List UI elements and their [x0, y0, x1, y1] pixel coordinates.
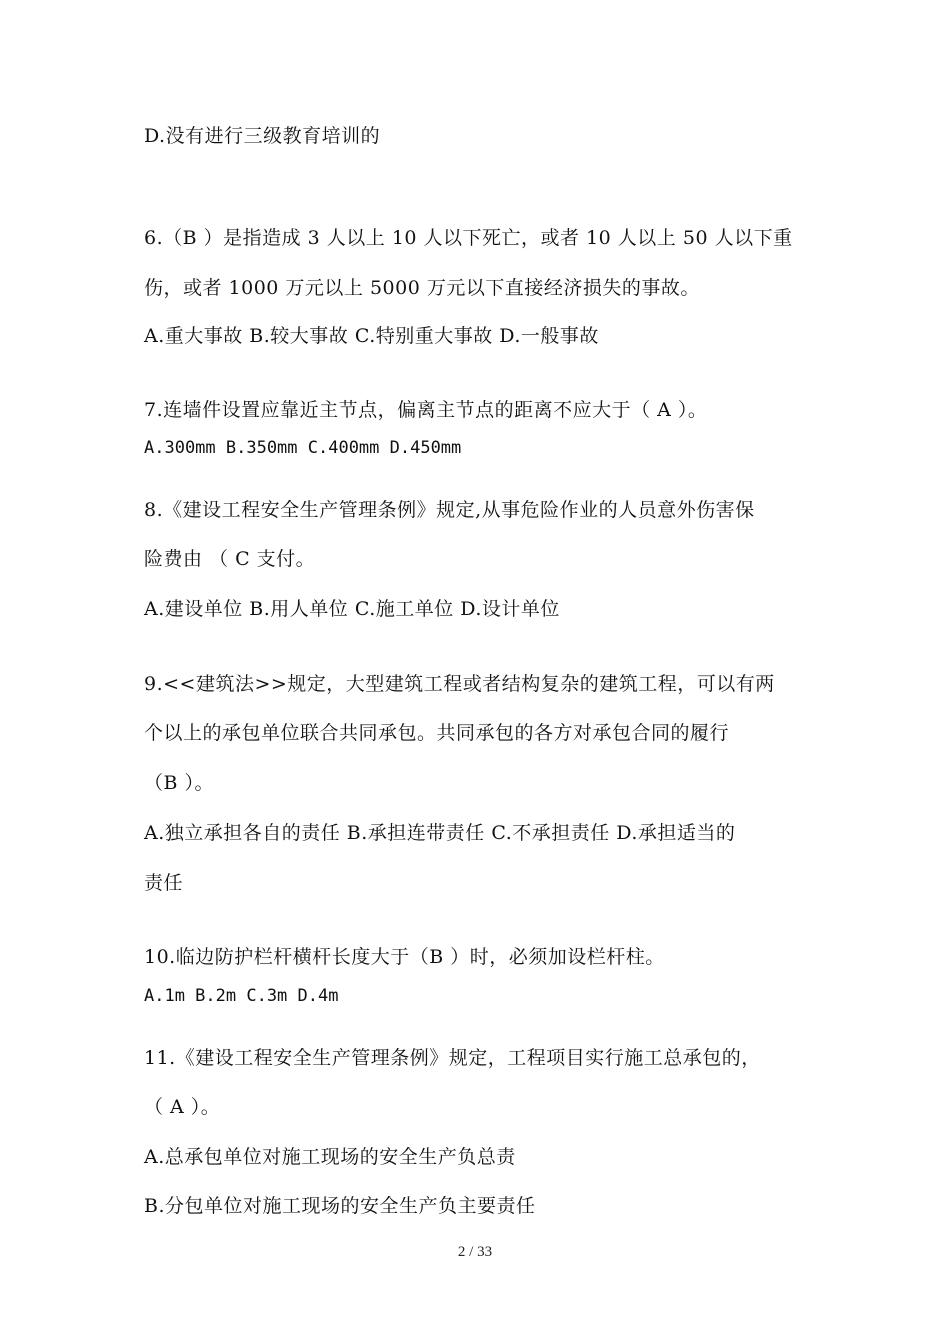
question-text-line: 9.<<建筑法>>规定，大型建筑工程或者结构复杂的建筑工程，可以有两: [144, 673, 775, 695]
question-text-line: （B ）。: [144, 772, 215, 794]
option-text-line: 责任: [144, 872, 184, 894]
question-text-line: 个以上的承包单位联合共同承包。共同承包的各方对承包合同的履行: [144, 722, 730, 744]
question-text-line: 伤，或者 1000 万元以上 5000 万元以下直接经济损失的事故。: [144, 277, 700, 299]
option-text-line: A.独立承担各自的责任 B.承担连带责任 C.不承担责任 D.承担适当的: [144, 822, 736, 844]
option-text-line: A.1m B.2m C.3m D.4m: [144, 986, 339, 1006]
question-text-line: 8.《建设工程安全生产管理条例》规定,从事危险作业的人员意外伤害保: [144, 499, 755, 521]
option-text-line: A.总承包单位对施工现场的安全生产负总责: [144, 1146, 516, 1168]
option-text-line: A.重大事故 B.较大事故 C.特别重大事故 D.一般事故: [144, 325, 599, 347]
option-text-line: A.建设单位 B.用人单位 C.施工单位 D.设计单位: [144, 598, 560, 620]
option-text-line: A.300mm B.350mm C.400mm D.450mm: [144, 438, 462, 458]
question-text-line: 险费由 （ C 支付。: [144, 548, 316, 570]
question-text-line: 10.临边防护栏杆横杆长度大于（B ）时，必须加设栏杆柱。: [144, 946, 665, 968]
question-text-line: 7.连墙件设置应靠近主节点，偏离主节点的距离不应大于（ A ）。: [144, 399, 708, 421]
question-text-line: （ A ）。: [144, 1096, 221, 1118]
question-text-line: 11.《建设工程安全生产管理条例》规定，工程项目实行施工总承包的，: [144, 1047, 761, 1069]
page-number: 2 / 33: [457, 1244, 493, 1260]
question-text-line: 6.（B ）是指造成 3 人以上 10 人以下死亡，或者 10 人以上 50 人以下重: [144, 227, 793, 249]
option-text-line: B.分包单位对施工现场的安全生产负主要责任: [144, 1195, 536, 1217]
option-text-line: D.没有进行三级教育培训的: [144, 125, 381, 147]
